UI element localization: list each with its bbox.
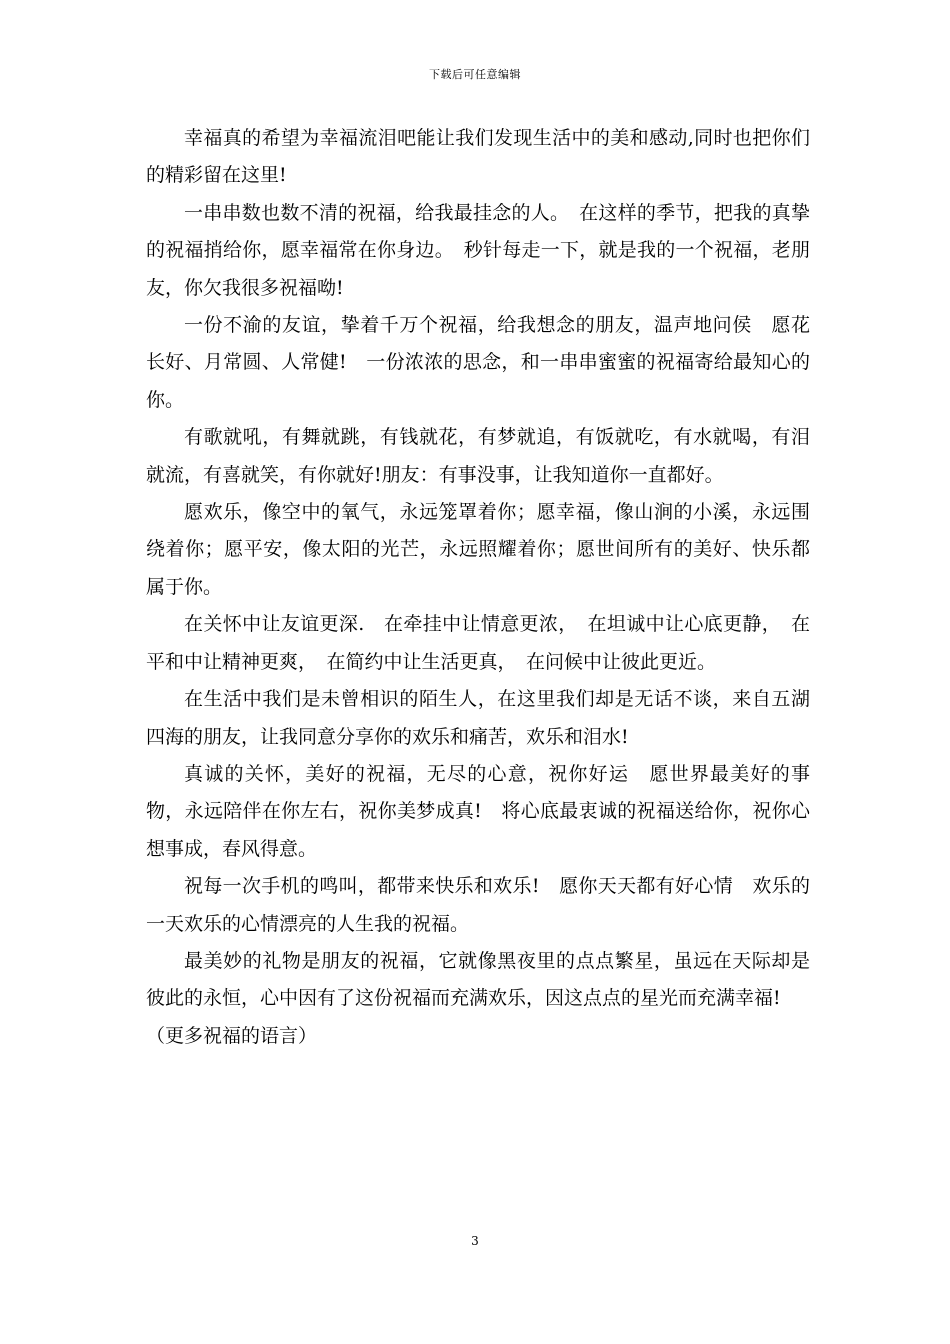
page-number: 3 [471, 1234, 479, 1248]
paragraph-3: 一份不渝的友谊，挚着千万个祝福，给我想念的朋友，温声地问侯 愿花长好、月常圆、人常健! 一份浓浓的思念，和一串串蜜蜜的祝福寄给最知心的你。 [146, 314, 810, 411]
document-body [146, 120, 810, 1055]
paragraph-5: 愿欢乐，像空中的氧气，永远笼罩着你；愿幸福，像山涧的小溪，永远围绕着你；愿平安，像太阳的光芒，永远照耀着你；愿世间所有的美好、快乐都属于你。 [146, 501, 810, 598]
paragraph-10: 最美妙的礼物是朋友的祝福，它就像黑夜里的点点繁星，虽远在天际却是彼此的永恒，心中因有了这份祝福而充满欢乐，因这点点的星光而充满幸福! [146, 949, 810, 1010]
page-header: 下载后可任意编辑 [429, 68, 521, 81]
paragraph-7: 在生活中我们是未曾相识的陌生人，在这里我们却是无话不谈，来自五湖四海的朋友，让我同意分享你的欢乐和痛苦，欢乐和泪水! [146, 688, 810, 748]
paragraph-6: 在关怀中让友谊更深. 在牵挂中让情意更浓， 在坦诚中让心底更静， 在平和中让精神更爽， 在简约中让生活更真， 在问候中让彼此更近。 [146, 613, 810, 673]
paragraph-8: 真诚的关怀，美好的祝福，无尽的心意，祝你好运 愿世界最美好的事物，永远陪伴在你左右，祝你美梦成真! 将心底最衷诚的祝福送给你，祝你心想事成，春风得意。 [146, 762, 810, 860]
paragraph-1: 幸福真的希望为幸福流泪吧能让我们发现生活中的美和感动,同时也把你们的精彩留在这里! [146, 127, 810, 187]
paragraph-4: 有歌就吼，有舞就跳，有钱就花，有梦就追，有饭就吃，有水就喝，有泪就流，有喜就笑，有你就好!朋友：有事没事，让我知道你一直都好。 [146, 426, 810, 486]
more-blessings-link: （更多祝福的语言） [146, 1024, 318, 1047]
paragraph-2: 一串串数也数不清的祝福，给我最挂念的人。 在这样的季节，把我的真挚的祝福捎给你，愿幸福常在你身边。 秒针每走一下，就是我的一个祝福，老朋友，你欠我很多祝福呦! [146, 201, 810, 299]
paragraph-9: 祝每一次手机的鸣叫，都带来快乐和欢乐! 愿你天天都有好心情 欢乐的一天欢乐的心情漂亮的人生我的祝福。 [146, 875, 810, 935]
